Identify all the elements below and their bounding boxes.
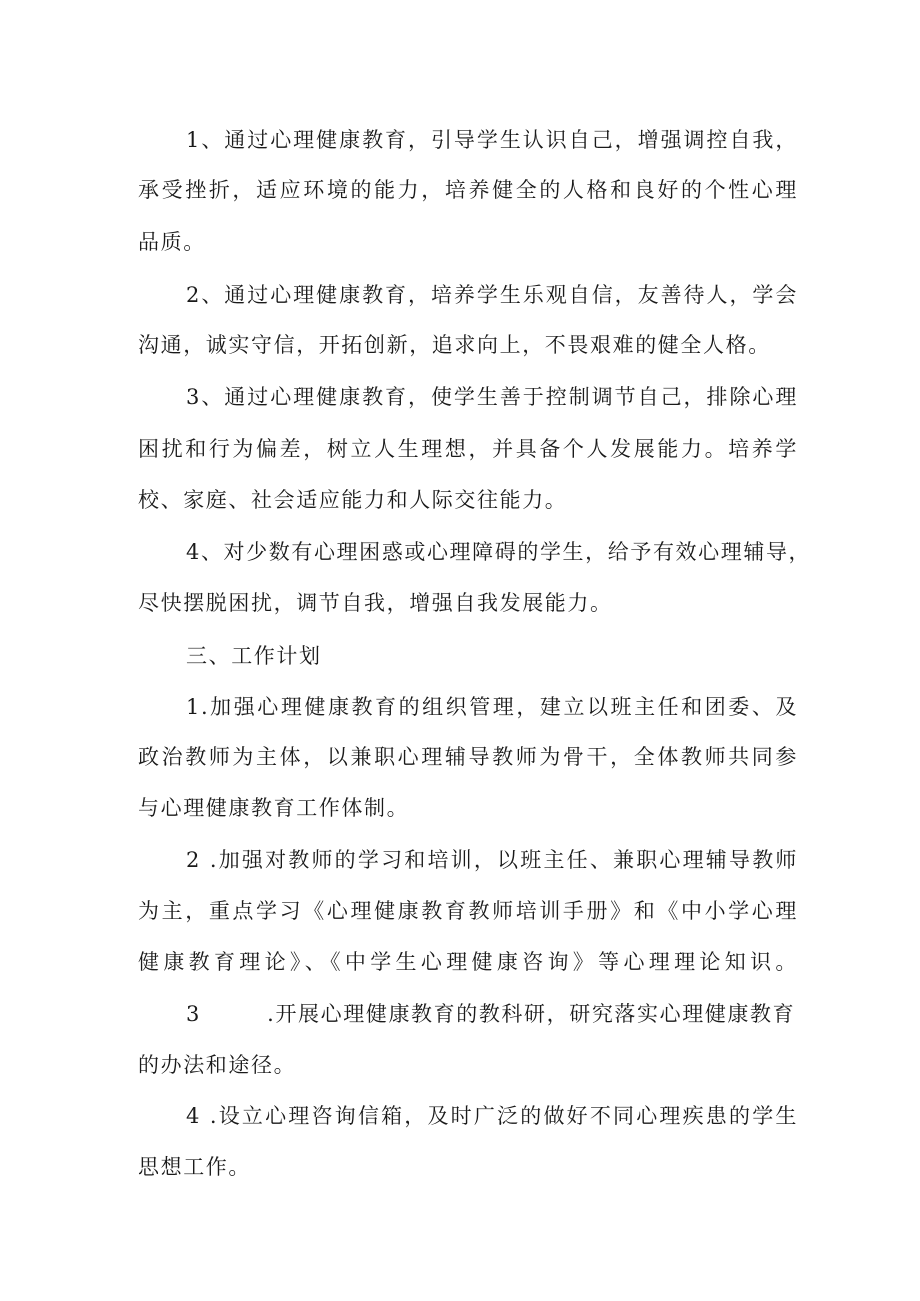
paragraph-2-line-2: 沟通，诚实守信，开拓创新，追求向上，不畏艰难的健全人格。 bbox=[138, 333, 771, 357]
paragraph-1-line-2: 承受挫折，适应环境的能力，培养健全的人格和良好的个性心理 bbox=[138, 178, 798, 202]
paragraph-1-line-1: 1、通过心理健康教育，引导学生认识自己，增强调控自我， bbox=[186, 128, 798, 152]
plan-item-4-line-1: 4 .设立心理咨询信箱，及时广泛的做好不同心理疾患的学生 bbox=[186, 1104, 798, 1128]
paragraph-3-line-2: 困扰和行为偏差，树立人生理想，并具备个人发展能力。培养学 bbox=[138, 437, 798, 461]
plan-item-1-line-1: 1.加强心理健康教育的组织管理，建立以班主任和团委、及 bbox=[186, 695, 798, 719]
paragraph-4-line-2: 尽快摆脱困扰，调节自我，增强自我发展能力。 bbox=[138, 591, 613, 615]
paragraph-3-line-1: 3、通过心理健康教育，使学生善于控制调节自己，排除心理 bbox=[186, 385, 798, 409]
plan-item-3-line-1: 3 .开展心理健康教育的教科研，研究落实心理健康教育 bbox=[186, 1002, 796, 1026]
plan-item-4-line-2: 思想工作。 bbox=[138, 1155, 251, 1179]
section-heading-work-plan: 三、工作计划 bbox=[186, 644, 322, 668]
plan-item-1-line-2: 政治教师为主体，以兼职心理辅导教师为骨干，全体教师共同参 bbox=[138, 745, 798, 769]
paragraph-4-line-1: 4、对少数有心理困惑或心理障碍的学生，给予有效心理辅导， bbox=[186, 540, 812, 564]
paragraph-3-line-3: 校、家庭、社会适应能力和人际交往能力。 bbox=[138, 488, 568, 512]
plan-item-3-line-2: 的办法和途径。 bbox=[138, 1053, 297, 1077]
plan-item-2-line-2: 为主，重点学习《心理健康教育教师培训手册》和《中小学心理 bbox=[138, 899, 798, 923]
plan-item-2-line-1: 2 .加强对教师的学习和培训，以班主任、兼职心理辅导教师 bbox=[186, 848, 798, 872]
paragraph-1-line-3: 品质。 bbox=[138, 230, 206, 254]
plan-item-2-line-3: 健康教育理论》、《中学生心理健康咨询》等心理理论知识。 bbox=[138, 950, 798, 974]
paragraph-2-line-1: 2、通过心理健康教育，培养学生乐观自信，友善待人，学会 bbox=[186, 283, 798, 307]
plan-item-1-line-3: 与心理健康教育工作体制。 bbox=[138, 796, 410, 820]
